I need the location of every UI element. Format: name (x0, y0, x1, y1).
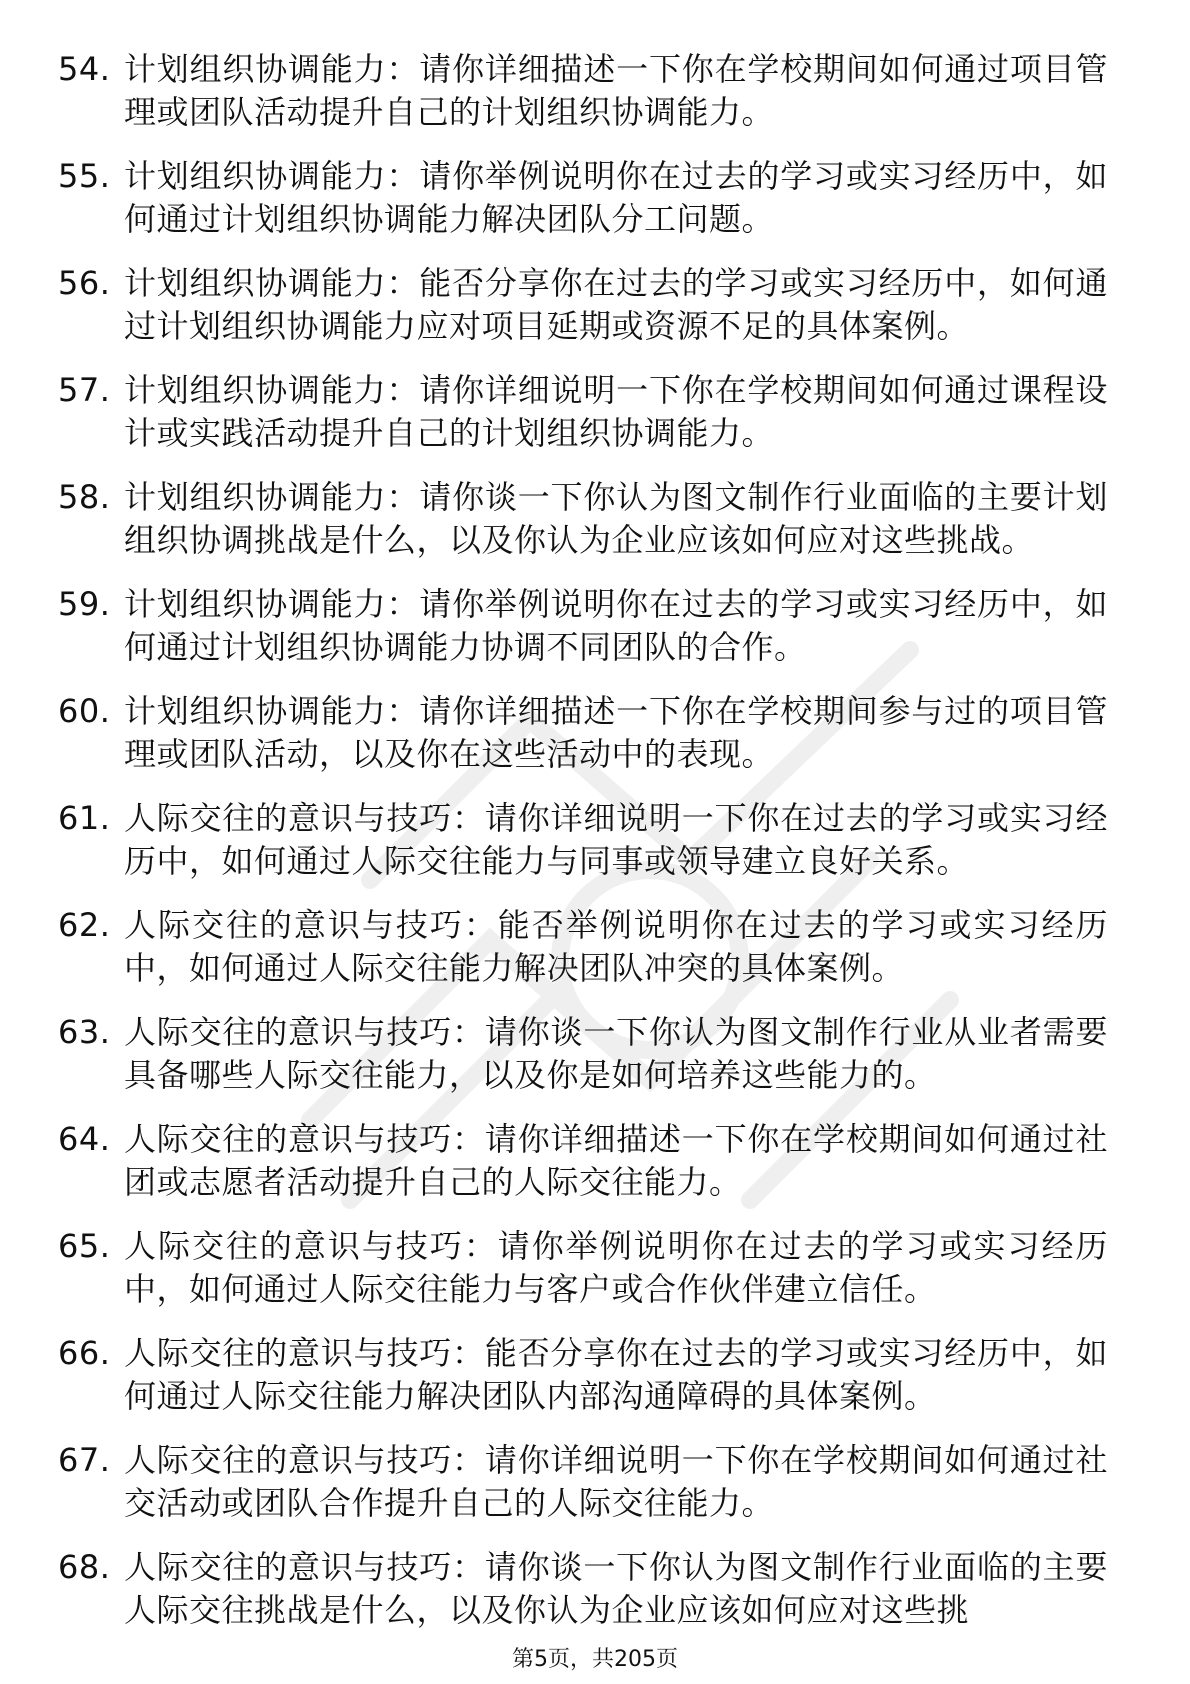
question-item (58, 1546, 1108, 1632)
question-number: 58. (58, 478, 111, 516)
question-item (58, 904, 1108, 990)
question-item (58, 1118, 1108, 1204)
question-text: 人际交往的意识与技巧：请你详细描述一下你在学校期间如何通过社团或志愿者活动提升自己的人际交往能力。 (124, 1120, 1108, 1201)
question-number: 62. (58, 906, 111, 944)
question-text: 计划组织协调能力：请你谈一下你认为图文制作行业面临的主要计划组织协调挑战是什么，以及你认为企业应该如何应对这些挑战。 (124, 478, 1108, 559)
question-number: 65. (58, 1227, 111, 1265)
question-number: 61. (58, 799, 111, 837)
question-item (58, 48, 1108, 134)
question-item (58, 583, 1108, 669)
question-item (58, 262, 1108, 348)
question-item (58, 1439, 1108, 1525)
question-number: 68. (58, 1548, 111, 1586)
question-text: 计划组织协调能力：能否分享你在过去的学习或实习经历中，如何通过计划组织协调能力应对项目延期或资源不足的具体案例。 (124, 264, 1108, 345)
question-item (58, 1225, 1108, 1311)
question-number: 59. (58, 585, 111, 623)
question-item (58, 690, 1108, 776)
question-text: 人际交往的意识与技巧：请你详细说明一下你在学校期间如何通过社交活动或团队合作提升自己的人际交往能力。 (124, 1441, 1108, 1522)
question-list (58, 48, 1108, 1653)
question-text: 人际交往的意识与技巧：请你谈一下你认为图文制作行业面临的主要人际交往挑战是什么，以及你认为企业应该如何应对这些挑 (124, 1548, 1108, 1629)
question-item (58, 1332, 1108, 1418)
question-text: 人际交往的意识与技巧：请你详细说明一下你在过去的学习或实习经历中，如何通过人际交往能力与同事或领导建立良好关系。 (124, 799, 1108, 880)
question-item (58, 155, 1108, 241)
question-number: 66. (58, 1334, 111, 1372)
question-item (58, 476, 1108, 562)
question-text: 计划组织协调能力：请你举例说明你在过去的学习或实习经历中，如何通过计划组织协调能力协调不同团队的合作。 (124, 585, 1108, 666)
question-number: 60. (58, 692, 111, 730)
question-text: 计划组织协调能力：请你详细说明一下你在学校期间如何通过课程设计或实践活动提升自己的计划组织协调能力。 (124, 371, 1108, 452)
question-number: 54. (58, 50, 111, 88)
page-number-footer: 第5页，共205页 (512, 1647, 678, 1672)
question-text: 计划组织协调能力：请你举例说明你在过去的学习或实习经历中，如何通过计划组织协调能力解决团队分工问题。 (124, 157, 1108, 238)
question-number: 67. (58, 1441, 111, 1479)
question-text: 人际交往的意识与技巧：能否分享你在过去的学习或实习经历中，如何通过人际交往能力解决团队内部沟通障碍的具体案例。 (124, 1334, 1108, 1415)
question-text: 计划组织协调能力：请你详细描述一下你在学校期间如何通过项目管理或团队活动提升自己的计划组织协调能力。 (124, 50, 1108, 131)
question-item (58, 797, 1108, 883)
question-number: 57. (58, 371, 111, 409)
question-text: 计划组织协调能力：请你详细描述一下你在学校期间参与过的项目管理或团队活动，以及你在这些活动中的表现。 (124, 692, 1108, 773)
question-text: 人际交往的意识与技巧：请你谈一下你认为图文制作行业从业者需要具备哪些人际交往能力，以及你是如何培养这些能力的。 (124, 1013, 1108, 1094)
question-text: 人际交往的意识与技巧：能否举例说明你在过去的学习或实习经历中，如何通过人际交往能力解决团队冲突的具体案例。 (124, 906, 1108, 987)
question-number: 56. (58, 264, 111, 302)
question-number: 63. (58, 1013, 111, 1051)
question-text: 人际交往的意识与技巧：请你举例说明你在过去的学习或实习经历中，如何通过人际交往能力与客户或合作伙伴建立信任。 (124, 1227, 1108, 1308)
question-item (58, 369, 1108, 455)
question-number: 55. (58, 157, 111, 195)
question-item (58, 1011, 1108, 1097)
question-number: 64. (58, 1120, 111, 1158)
